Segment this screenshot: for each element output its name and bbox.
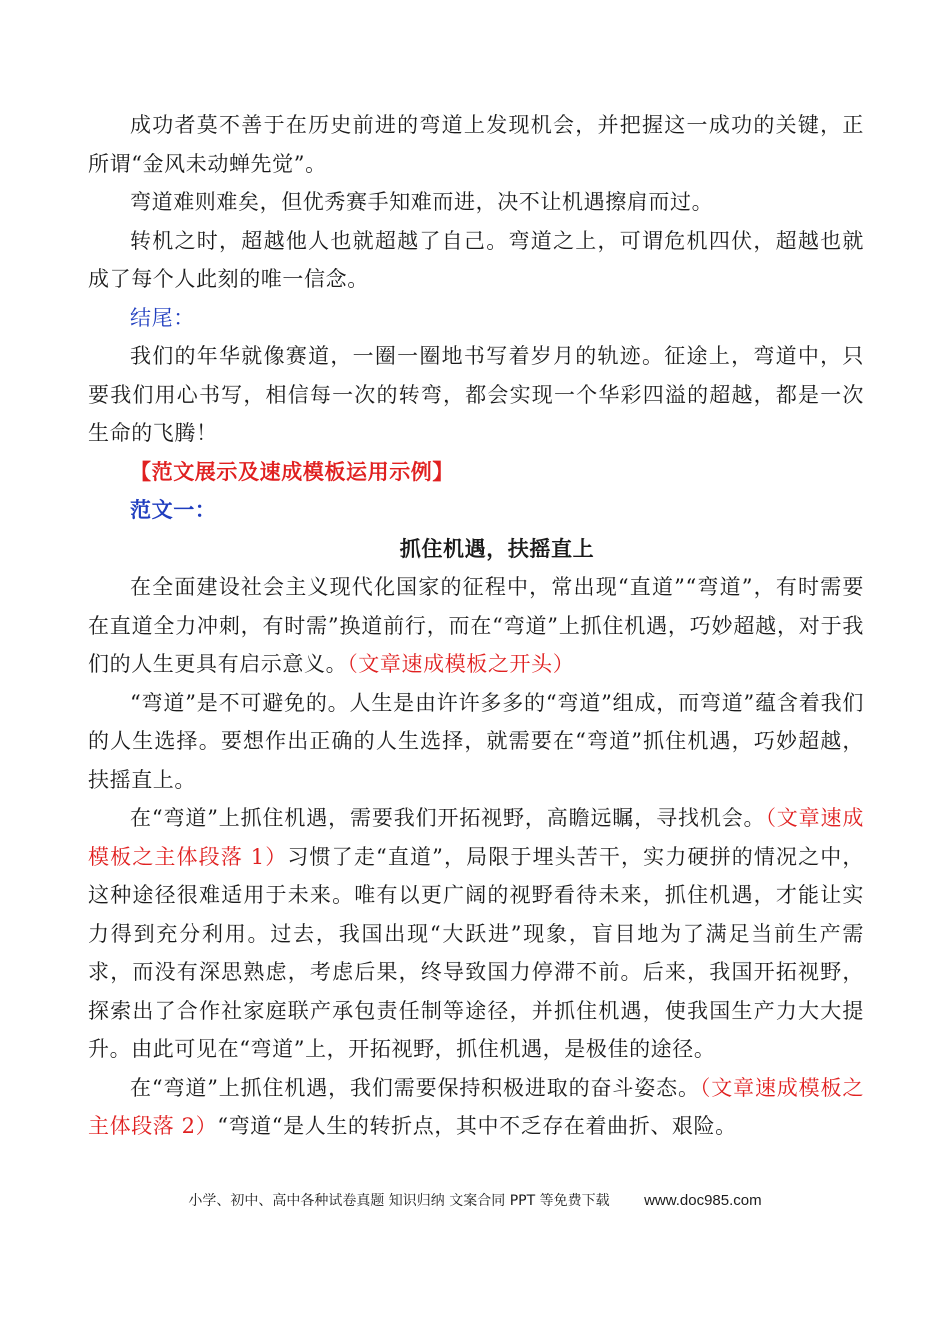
essay-paragraph-1 [88, 568, 864, 684]
essay-paragraph-2: “弯道”是不可避免的。人生是由许许多多的“弯道”组成，而弯道”蕴含着我们的人生选择。要想作出正确的人生选择，就需要在“弯道”抓住机遇，巧妙超越，扶摇直上。 [88, 690, 864, 792]
paragraph-success: 成功者莫不善于在历史前进的弯道上发现机会，并把握这一成功的关键，正所谓“金风未动蝉先觉”。 [88, 113, 864, 176]
sample-label: 范文一： [130, 497, 217, 522]
essay-p1-text: 在全面建设社会主义现代化国家的征程中，常出现“直道”“弯道”，有时需要在直道全力冲刺，有时需”换道前行，而在“弯道”上抓住机遇，巧妙超越，对于我们的人生更具有启示意义。 [88, 575, 864, 676]
paragraph-curve-difficulty: 弯道难则难矣，但优秀赛手知难而进，决不让机遇擦肩而过。 [130, 190, 714, 214]
paragraph-turning-point: 转机之时，超越他人也就超越了自己。弯道之上，可谓危机四伏，超越也就成了每个人此刻的唯一信念。 [88, 228, 864, 291]
document-page [88, 106, 864, 1146]
essay-p4-note: （文章速成模板之主体段落 2） [88, 1075, 864, 1138]
essay-paragraph-4 [88, 1069, 864, 1146]
ending-paragraph: 我们的年华就像赛道，一圈一圈地书写着岁月的轨迹。征途上，弯道中，只要我们用心书写，相信每一次的转弯，都会实现一个华彩四溢的超越，都是一次生命的飞腾！ [88, 344, 864, 445]
footer-text: 小学、初中、高中各种试卷真题 知识归纳 文案合同 PPT 等免费下载 [188, 1193, 610, 1209]
essay-paragraph-3 [88, 799, 864, 1069]
essay-p4-text: “弯道“是人生的转折点，其中不乏存在着曲折、艰险。 [217, 1114, 737, 1138]
essay-p3-note: （文章速成模板之主体段落 1） [88, 806, 864, 869]
section-heading: 【范文展示及速成模板运用示例】 [130, 458, 454, 484]
page-footer [0, 1190, 950, 1210]
essay-p3-lead: 在“弯道”上抓住机遇，需要我们开拓视野，高瞻远瞩，寻找机会。 [130, 806, 766, 830]
footer-site: www.doc985.com [644, 1192, 762, 1209]
essay-p3-text: 习惯了走“直道”，局限于埋头苦干，实力硬拼的情况之中，这种途径很难适用于未来。唯有以更广阔的视野看待未来，抓住机遇，才能让实力得到充分利用。过去，我国出现“大跃进”现象，盲目地为了满足当前生产需求，而没有深思熟虑，考虑后果，终导致国力停滞不前。后来，我国开拓视野，探索出了合作社家庭联产承包责任制等途径，并抓住机遇，使我国生产力大大提升。由此可见在“弯道”上，开拓视野，抓住机遇，是极佳的途径。 [88, 844, 865, 1061]
ending-label: 结尾： [130, 305, 195, 330]
essay-p1-note: （文章速成模板之开头） [347, 652, 575, 676]
essay-title: 抓住机遇，扶摇直上 [399, 535, 595, 561]
essay-p4-lead: 在“弯道”上抓住机遇，我们需要保持积极进取的奋斗姿态。 [130, 1075, 700, 1100]
